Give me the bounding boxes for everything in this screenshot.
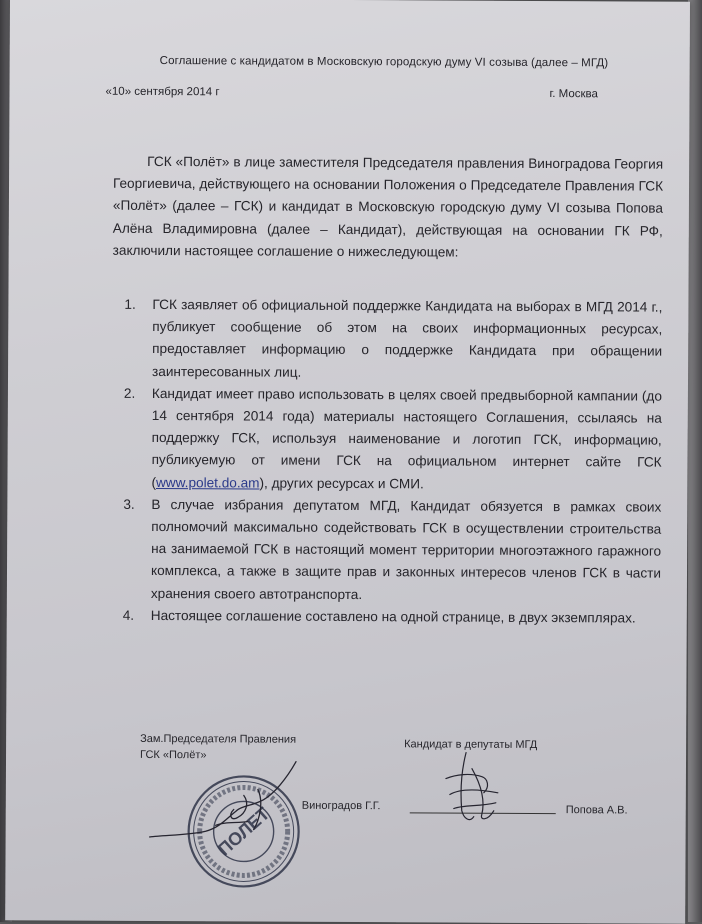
clause-number: 4. [122,607,135,623]
right-signatory-title: Кандидат в депутаты МГД [404,738,538,751]
clauses-list [117,294,663,630]
clause-number: 1. [124,296,136,312]
clause-text: Настоящее соглашение составлено на одной странице, в двух экземплярах. [150,607,636,626]
clause-text: ГСК заявляет об официальной поддержке Кандидата на выборах в МГД 2014 г., публикует сообщение об этом на своих информационных ресурсах, предоставляет информацию о поддержке Кандидата при обращении заинтересованных лиц. [152,296,663,380]
clause-text-tail: ), других ресурсах и СМИ. [259,475,424,492]
right-signatory-name: Попова А.В. [565,804,628,817]
clause-number: 3. [123,496,135,512]
left-signatory-position: Зам.Председателя Правления [140,732,297,746]
website-link[interactable]: www.polet.do.am [155,474,260,491]
left-signatory-name: Виноградов Г.Г. [301,799,381,813]
left-handwritten-signature [145,759,326,870]
background-right [688,0,702,922]
preamble-paragraph: ГСК «Полёт» в лице заместителя Председателя правления Виноградова Георгия Георгиевича, действующего на основании Положения о Председателе Правления ГСК «Полёт» (далее – ГСК) и кандидат в Московскую городскую думу VI созыва Попова Алёна Владимировна (далее – Кандидат), действующая на основании ГК РФ, заключили настоящее соглашение о нижеследующем: [112,153,664,260]
document-city: г. Москва [549,88,598,101]
clause-1 [118,294,662,386]
right-handwritten-signature [436,748,516,828]
left-signatory-org: ГСК «Полёт» [140,748,207,762]
document-title: Соглашение с кандидатом в Московскую городскую думу VI созыва (далее – МГД) [159,55,609,70]
clause-number: 2. [123,385,136,401]
clause-4 [117,605,661,630]
clause-text: Кандидат имеет право использовать в целях своей предвыборной кампании (до 14 сентября 2014 года) материалы настоящего Соглашения, ссылаясь на поддержку ГСК, используя наименование и логотип ГСК, информацию, публикуемую от имени ГСК на официальном интернет сайте ГСК ( [151,385,662,490]
document-date: «10» сентября 2014 г [105,85,220,99]
document-sheet [5,0,690,924]
clause-3 [117,494,662,608]
clause-2 [117,383,662,497]
clause-text: В случае избрания депутатом МГД, Кандидат обязуется в рамках своих полномочий максимально содействовать ГСК в осуществлении строительства на занимаемой ГСК в настоящий момент территории многоэтажного гаражного комплекса, а также в защите прав и законных интересов членов ГСК в части хранения своего автотранспорта. [150,496,662,602]
stamp-center-text: ПОЛЕТ [213,803,274,860]
